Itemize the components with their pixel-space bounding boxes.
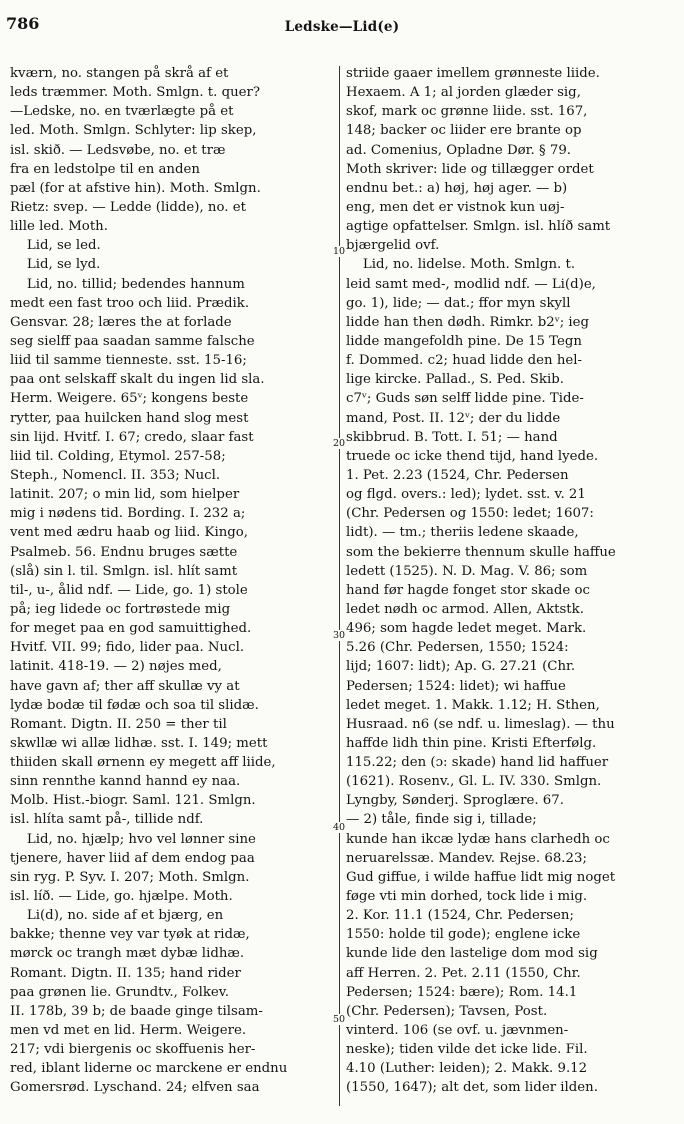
text-line: ledet nødh oc armod. Allen, Aktstk. xyxy=(346,601,584,617)
text-line: led. Moth. Smlgn. Schlyter: lip skep, xyxy=(10,123,257,139)
text-line: ledet meget. 1. Makk. 1.12; H. Sthen, xyxy=(346,697,600,713)
text-line: 4.10 (Luther: leiden); 2. Makk. 9.12 xyxy=(346,1061,588,1077)
text-line: Lid, se lyd. xyxy=(10,257,101,273)
text-line: (1550, 1647); alt det, som lider ilden. xyxy=(346,1080,598,1096)
text-line: —Ledske, no. en tværlægte på et xyxy=(10,104,234,120)
text-line: leid samt med-, modlid ndf. — Li(d)e, xyxy=(346,276,596,292)
text-line: isl. skið. — Ledsvøbe, no. et træ xyxy=(10,142,226,158)
text-line: paa ont selskaff skalt du ingen lid sla. xyxy=(10,372,265,388)
text-line: liid til. Colding, Etymol. 257-58; xyxy=(10,448,226,464)
text-line: 115.22; den (ɔ: skade) hand lid haffuer xyxy=(346,755,609,771)
text-line: til-, u-, ålid ndf. — Lide, go. 1) stole xyxy=(10,582,248,598)
text-line: Lid, no. tillid; bedendes hannum xyxy=(10,276,245,292)
text-line: isl. hlíta samt på-, tillide ndf. xyxy=(10,812,204,828)
text-line: eng, men det er vistnok kun uøj- xyxy=(346,199,565,215)
text-line: endnu bet.: a) høj, høj ager. — b) xyxy=(346,180,568,196)
text-line: kunde han ikcæ lydæ hans clarhedh oc xyxy=(346,831,610,847)
text-line: isl. líð. — Lide, go. hjælpe. Moth. xyxy=(10,889,233,905)
text-line: agtige opfattelser. Smlgn. isl. hlíð samt xyxy=(346,219,611,235)
text-line: rytter, paa huilcken hand slog mest xyxy=(10,410,249,426)
text-line: bjærgelid ovf. xyxy=(346,238,440,254)
text-line: og flgd. overs.: led); lydet. sst. v. 21 xyxy=(346,487,586,503)
text-line: have gavn af; ther aff skullæ vy at xyxy=(10,678,240,694)
text-line: Romant. Digtn. II. 135; hand rider xyxy=(10,965,241,981)
text-line: mørck oc trangh mæt dybæ lidhæ. xyxy=(10,946,245,962)
text-line: haffde lidh thin pine. Kristi Efterfølg. xyxy=(346,735,597,751)
text-line: som the bekierre thennum skulle haffue xyxy=(346,544,616,560)
text-line: kunde lide den lastelige dom mod sig xyxy=(346,946,598,962)
text-line: fra en ledstolpe til en anden xyxy=(10,161,200,177)
text-line: Herm. Weigere. 65ᵛ; kongens beste xyxy=(10,391,249,407)
text-line: latinit. 207; o min lid, som hielper xyxy=(10,487,240,503)
text-line: 1. Pet. 2.23 (1524, Chr. Pedersen xyxy=(346,467,569,483)
text-line: lidde mangefoldh pine. De 15 Tegn xyxy=(346,333,582,349)
text-line: go. 1), lide; — dat.; ffor myn skyll xyxy=(346,295,571,311)
text-line: ad. Comenius, Opladne Dør. § 79. xyxy=(346,142,572,158)
text-line: latinit. 418-19. — 2) nøjes med, xyxy=(10,659,222,675)
text-line: (Chr. Pedersen og 1550: ledet; 1607: xyxy=(346,506,594,522)
text-line: Husraad. n6 (se ndf. u. limeslag). — thu xyxy=(346,716,615,732)
line-number-marker: 30 xyxy=(327,630,351,641)
text-line: neruarelssæ. Mandev. Rejse. 68.23; xyxy=(346,850,587,866)
text-line: neske); tiden vilde det icke lide. Fil. xyxy=(346,1042,588,1058)
text-line: mig i nødens tid. Bording. I. 232 a; xyxy=(10,506,246,522)
line-number-marker: 50 xyxy=(327,1014,351,1025)
text-line: på; ieg lidede oc fortrøstede mig xyxy=(10,601,231,617)
page-header xyxy=(0,0,684,50)
text-line: kværn, no. stangen på skrå af et xyxy=(10,66,229,81)
text-line: for meget paa en god samuittighed. xyxy=(10,621,252,637)
text-line: Molb. Hist.-biogr. Saml. 121. Smlgn. xyxy=(10,793,256,809)
text-line: Pedersen; 1524: bære); Rom. 14.1 xyxy=(346,984,578,1000)
text-line: Lid, no. lidelse. Moth. Smlgn. t. xyxy=(346,257,576,273)
text-line: lidde han then dødh. Rimkr. b2ᵛ; ieg xyxy=(346,314,590,330)
line-number-marker: 20 xyxy=(327,438,351,449)
text-line: Lid, no. hjælp; hvo vel lønner sine xyxy=(10,831,256,847)
text-line: 2. Kor. 11.1 (1524, Chr. Pedersen; xyxy=(346,908,574,924)
line-number-marker: 10 xyxy=(327,246,351,257)
text-line: sinn rennthe kannd hannd ey naa. xyxy=(10,774,241,790)
text-line: c7ᵛ; Guds søn selff lidde pine. Tide- xyxy=(346,391,584,407)
text-line: sin lijd. Hvitf. I. 67; credo, slaar fast xyxy=(10,429,254,445)
text-line: bakke; thenne vey var tyøk at ridæ, xyxy=(10,927,250,943)
text-line: tjenere, haver liid af dem endog paa xyxy=(10,850,255,866)
text-line: Moth skriver: lide og tillægger ordet xyxy=(346,161,594,177)
text-line: 217; vdi biergenis oc skoffuenis her- xyxy=(10,1042,256,1058)
text-line: 148; backer oc liider ere brante op xyxy=(346,123,582,139)
left-column xyxy=(10,64,330,1098)
text-line: (Chr. Pedersen); Tavsen, Post. xyxy=(346,1003,548,1019)
text-line: medt een fast troo och liid. Prædik. xyxy=(10,295,250,311)
text-line: mand, Post. II. 12ᵛ; der du lidde xyxy=(346,410,561,426)
text-line: Hvitf. VII. 99; fido, lider paa. Nucl. xyxy=(10,640,245,656)
text-line: f. Dommed. c2; huad lidde den hel- xyxy=(346,353,583,369)
text-line: liid til samme tienneste. sst. 15-16; xyxy=(10,353,247,369)
text-line: Rietz: svep. — Ledde (lidde), no. et xyxy=(10,199,246,215)
text-line: 1550: holde til gode); englene icke xyxy=(346,927,581,943)
text-line: vinterd. 106 (se ovf. u. jævnmen- xyxy=(346,1023,569,1039)
text-line: thiiden skall ørnenn ey megett aff liide, xyxy=(10,755,276,771)
text-line: aff Herren. 2. Pet. 2.11 (1550, Chr. xyxy=(346,965,581,981)
text-line: 5.26 (Chr. Pedersen, 1550; 1524: xyxy=(346,640,569,656)
text-line: Lyngby, Sønderj. Sproglære. 67. xyxy=(346,793,564,809)
text-line: føge vti min dorhed, tock lide i mig. xyxy=(346,889,588,905)
text-line: Gomersrød. Lyschand. 24; elfven saa xyxy=(10,1080,260,1096)
text-line: lidt). — tm.; theriis ledene skaade, xyxy=(346,525,579,541)
page-number: 786 xyxy=(6,14,40,33)
text-line: Hexaem. A 1; al jorden glæder sig, xyxy=(346,85,581,101)
text-line: Li(d), no. side af et bjærg, en xyxy=(10,908,224,924)
text-line: II. 178b, 39 b; de baade ginge tilsam- xyxy=(10,1003,263,1019)
text-line: skibbrud. B. Tott. I. 51; — hand xyxy=(346,429,558,445)
text-line: skof, mark oc grønne liide. sst. 167, xyxy=(346,104,588,120)
text-line: vent med ædru haab og liid. Kingo, xyxy=(10,525,249,541)
text-line: hand før hagde fonget stor skade oc xyxy=(346,582,590,598)
text-line: — 2) tåle, finde sig i, tillade; xyxy=(346,812,537,828)
text-line: pæl (for at afstive hin). Moth. Smlgn. xyxy=(10,180,261,196)
text-line: Gensvar. 28; læres the at forlade xyxy=(10,314,232,330)
text-line: Gud giffue, i wilde haffue lidt mig noget xyxy=(346,869,616,885)
text-line: Lid, se led. xyxy=(10,238,101,254)
text-line: ledett (1525). N. D. Mag. V. 86; som xyxy=(346,563,588,579)
text-line: paa grønen lie. Grundtv., Folkev. xyxy=(10,984,229,1000)
line-number-marker: 40 xyxy=(327,822,351,833)
text-line: men vd met en lid. Herm. Weigere. xyxy=(10,1023,247,1039)
text-line: Psalmeb. 56. Endnu bruges sætte xyxy=(10,544,238,560)
text-line: lille led. Moth. xyxy=(10,219,108,235)
text-line: truede oc icke thend tijd, hand lyede. xyxy=(346,448,599,464)
text-line: Pedersen; 1524: lidet); wi haffue xyxy=(346,678,566,694)
column-divider xyxy=(339,66,340,1106)
text-line: (1621). Rosenv., Gl. L. IV. 330. Smlgn. xyxy=(346,774,602,790)
text-line: Steph., Nomencl. II. 353; Nucl. xyxy=(10,467,221,483)
text-line: Romant. Digtn. II. 250 = ther til xyxy=(10,716,227,732)
text-line: seg sielff paa saadan samme falsche xyxy=(10,333,255,349)
text-line: red, iblant liderne oc marckene er endnu xyxy=(10,1061,288,1077)
text-line: lige kircke. Pallad., S. Ped. Skib. xyxy=(346,372,564,388)
running-head: Ledske—Lid(e) xyxy=(284,19,400,35)
text-line: skwllæ wi allæ lidhæ. sst. I. 149; mett xyxy=(10,735,268,751)
text-line: striide gaaer imellem grønneste liide. xyxy=(346,66,600,81)
text-line: 496; som hagde ledet meget. Mark. xyxy=(346,621,587,637)
text-line: lydæ bodæ til fødæ och soa til slidæ. xyxy=(10,697,259,713)
text-line: (slå) sin l. til. Smlgn. isl. hlít samt xyxy=(10,563,238,579)
text-line: lijd; 1607: lidt); Ap. G. 27.21 (Chr. xyxy=(346,659,576,675)
text-line: sin ryg. P. Syv. I. 207; Moth. Smlgn. xyxy=(10,869,250,885)
text-line: leds træmmer. Moth. Smlgn. t. quer? xyxy=(10,85,261,101)
right-column xyxy=(346,64,666,1098)
